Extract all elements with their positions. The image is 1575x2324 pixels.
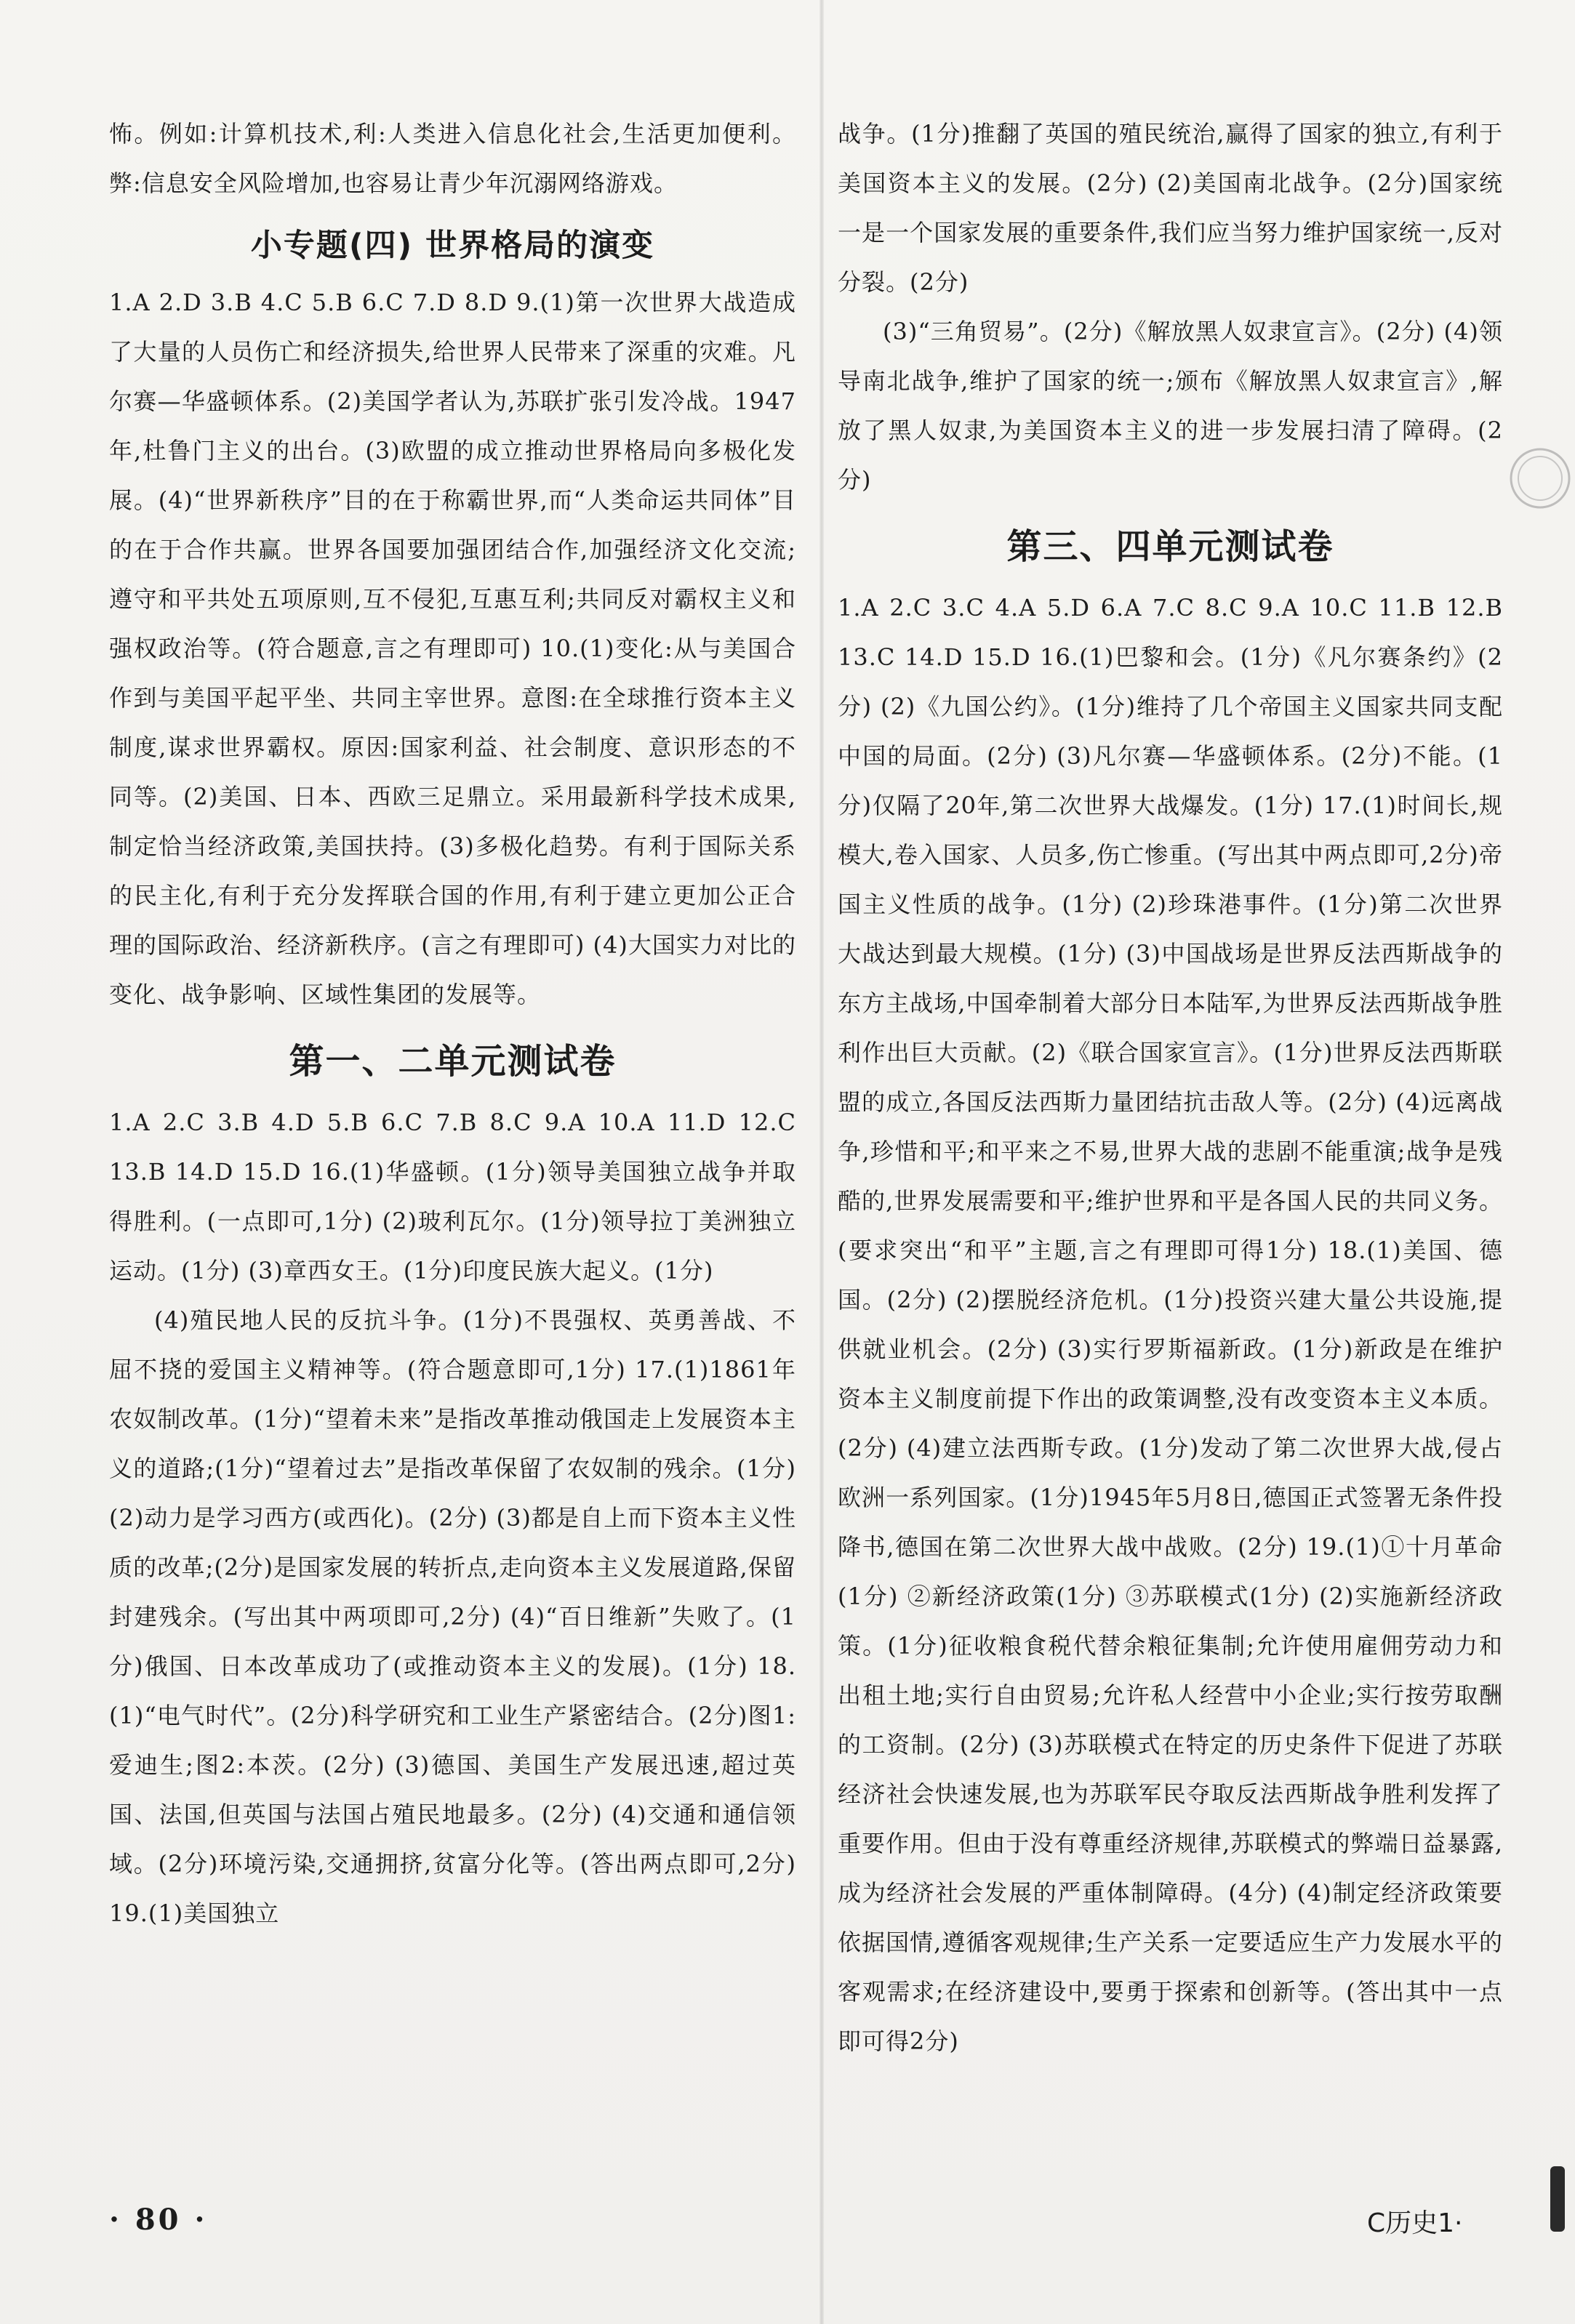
page-number: · 80 · xyxy=(109,2203,208,2237)
section-body-unit-1-2-test-cont: (4)殖民地人民的反抗斗争。(1分)不畏强权、英勇善战、不屈不挠的爱国主义精神等。(符合题意即可,1分) 17.(1)1861年农奴制改革。(1分)“望着未来”是指改革推动俄国走上发展资本主义的道路;(1分)“望着过去”是指改革保留了农奴制的残余。(1分) (2)动力是学习西方(或西化)。(2分) (3)都是自上而下资本主义性质的改革;(2分)是国家发展的转折点,走向资本主义发展道路,保留封建残余。(写出其中两项即可,2分) (4)“百日维新”失败了。(1分)俄国、日本改革成功了(或推动资本主义的发展)。(1分) 18.(1)“电气时代”。(2分)科学研究和工业生产紧密结合。(2分)图1:爱迪生;图2:本茨。(2分) (3)德国、美国生产发展迅速,超过英国、法国,但英国与法国占殖民地最多。(2分) (4)交通和通信领域。(2分)环境污染,交通拥挤,贫富分化等。(答出两点即可,2分) 19.(1)美国独立 xyxy=(109,1306,796,1927)
section-body-unit-3-4-test: 1.A 2.C 3.C 4.A 5.D 6.A 7.C 8.C 9.A 10.C 11.B 12.B 13.C 14.D 15.D 16.(1)巴黎和会。(1分)《凡尔赛条约》(2分) (2)《九国公约》。(1分)维持了几个帝国主义国家共同支配中国的局面。(2分) (3)凡尔赛—华盛顿体系。(2分)不能。(1分)仅隔了20年,第二次世界大战爆发。(1分) 17.(1)时间长,规模大,卷入国家、人员多,伤亡惨重。(写出其中两点即可,2分)帝国主义性质的战争。(1分) (2)珍珠港事件。(1分)第二次世界大战达到最大规模。(1分) (3)中国战场是世界反法西斯战争的东方主战场,中国牵制着大部分日本陆军,为世界反法西斯战争胜利作出巨大贡献。(2)《联合国家宣言》。(1分)世界反法西斯联盟的成立,各国反法西斯力量团结抗击敌人等。(2分) (4)远离战争,珍惜和平;和平来之不易,世界大战的悲剧不能重演;战争是残酷的,世界发展需要和平;维护世界和平是各国人民的共同义务。(要求突出“和平”主题,言之有理即可得1分) 18.(1)美国、德国。(2分) (2)摆脱经济危机。(1分)投资兴建大量公共设施,提供就业机会。(2分) (3)实行罗斯福新政。(1分)新政是在维护资本主义制度前提下作出的政策调整,没有改变资本主义本质。(2分) (4)建立法西斯专政。(1分)发动了第二次世界大战,侵占欧洲一系列国家。(1分)1945年5月8日,德国正式签署无条件投降书,德国在第二次世界大战中战败。(2分) 19.(1)①十月革命(1分) ②新经济政策(1分) ③苏联模式(1分) (2)实施新经济政策。(1分)征收粮食税代替余粮征集制;允许使用雇佣劳动力和出租土地;实行自由贸易;允许私人经营中小企业;实行按劳取酬的工资制。(2分) (3)苏联模式在特定的历史条件下促进了苏联经济社会快速发展,也为苏联军民夺取反法西斯战争胜利发挥了重要作用。但由于没有尊重经济规律,苏联模式的弊端日益暴露,成为经济社会发展的严重体制障碍。(4分) (4)制定经济政策要依据国情,遵循客观规律;生产关系一定要适应生产力发展水平的客观需求;在经济建设中,要勇于探索和创新等。(答出其中一点即可得2分) xyxy=(838,594,1503,2055)
section-title-special-topic-4: 小专题(四) 世界格局的演变 xyxy=(250,228,655,264)
edge-mark xyxy=(1550,2166,1565,2232)
section-body-special-topic-4: 1.A 2.D 3.B 4.C 5.B 6.C 7.D 8.D 9.(1)第一次世界大战造成了大量的人员伤亡和经济损失,给世界人民带来了深重的灾难。凡尔赛—华盛顿体系。(2)美国学者认为,苏联扩张引发冷战。1947年,杜鲁门主义的出台。(3)欧盟的成立推动世界格局向多极化发展。(4)“世界新秩序”目的在于称霸世界,而“人类命运共同体”目的在于合作共赢。世界各国要加强团结合作,加强经济文化交流;遵守和平共处五项原则,互不侵犯,互惠互利;共同反对霸权主义和强权政治等。(符合题意,言之有理即可) 10.(1)变化:从与美国合作到与美国平起平坐、共同主宰世界。意图:在全球推行资本主义制度,谋求世界霸权。原因:国家利益、社会制度、意识形态的不同等。(2)美国、日本、西欧三足鼎立。采用最新科学技术成果,制定恰当经济政策,美国扶持。(3)多极化趋势。有利于国际关系的民主化,有利于充分发挥联合国的作用,有利于建立更加公正合理的国际政治、经济新秩序。(言之有理即可) (4)大国实力对比的变化、战争影响、区域性集团的发展等。 xyxy=(109,289,796,1008)
continuation-paragraph-2: (3)“三角贸易”。(2分)《解放黑人奴隶宣言》。(2分) (4)领导南北战争,维护了国家的统一;颁布《解放黑人奴隶宣言》,解放了黑人奴隶,为美国资本主义的进一步发展扫清了障碍。(2分) xyxy=(838,318,1503,494)
intro-paragraph: 怖。例如:计算机技术,利:人类进入信息化社会,生活更加便利。弊:信息安全风险增加,也容易让青少年沉溺网络游戏。 xyxy=(109,120,796,197)
section-title-unit-3-4-test: 第三、四单元测试卷 xyxy=(1006,526,1334,567)
page-fold-shadow xyxy=(819,0,824,2324)
section-title-unit-1-2-test: 第一、二单元测试卷 xyxy=(289,1041,617,1082)
stamp-icon xyxy=(1505,443,1575,513)
continuation-paragraph: 战争。(1分)推翻了英国的殖民统治,赢得了国家的独立,有利于美国资本主义的发展。(2分) (2)美国南北战争。(2分)国家统一是一个国家发展的重要条件,我们应当努力维护国家统一,反对分裂。(2分) xyxy=(838,120,1503,296)
right-column xyxy=(838,109,1503,2066)
left-column xyxy=(109,109,796,1938)
subject-tag: C历史1· xyxy=(1367,2208,1463,2238)
section-body-unit-1-2-test: 1.A 2.C 3.B 4.D 5.B 6.C 7.B 8.C 9.A 10.A 11.D 12.C 13.B 14.D 15.D 16.(1)华盛顿。(1分)领导美国独立战争并取得胜利。(一点即可,1分) (2)玻利瓦尔。(1分)领导拉丁美洲独立运动。(1分) (3)章西女王。(1分)印度民族大起义。(1分) xyxy=(109,1109,796,1284)
